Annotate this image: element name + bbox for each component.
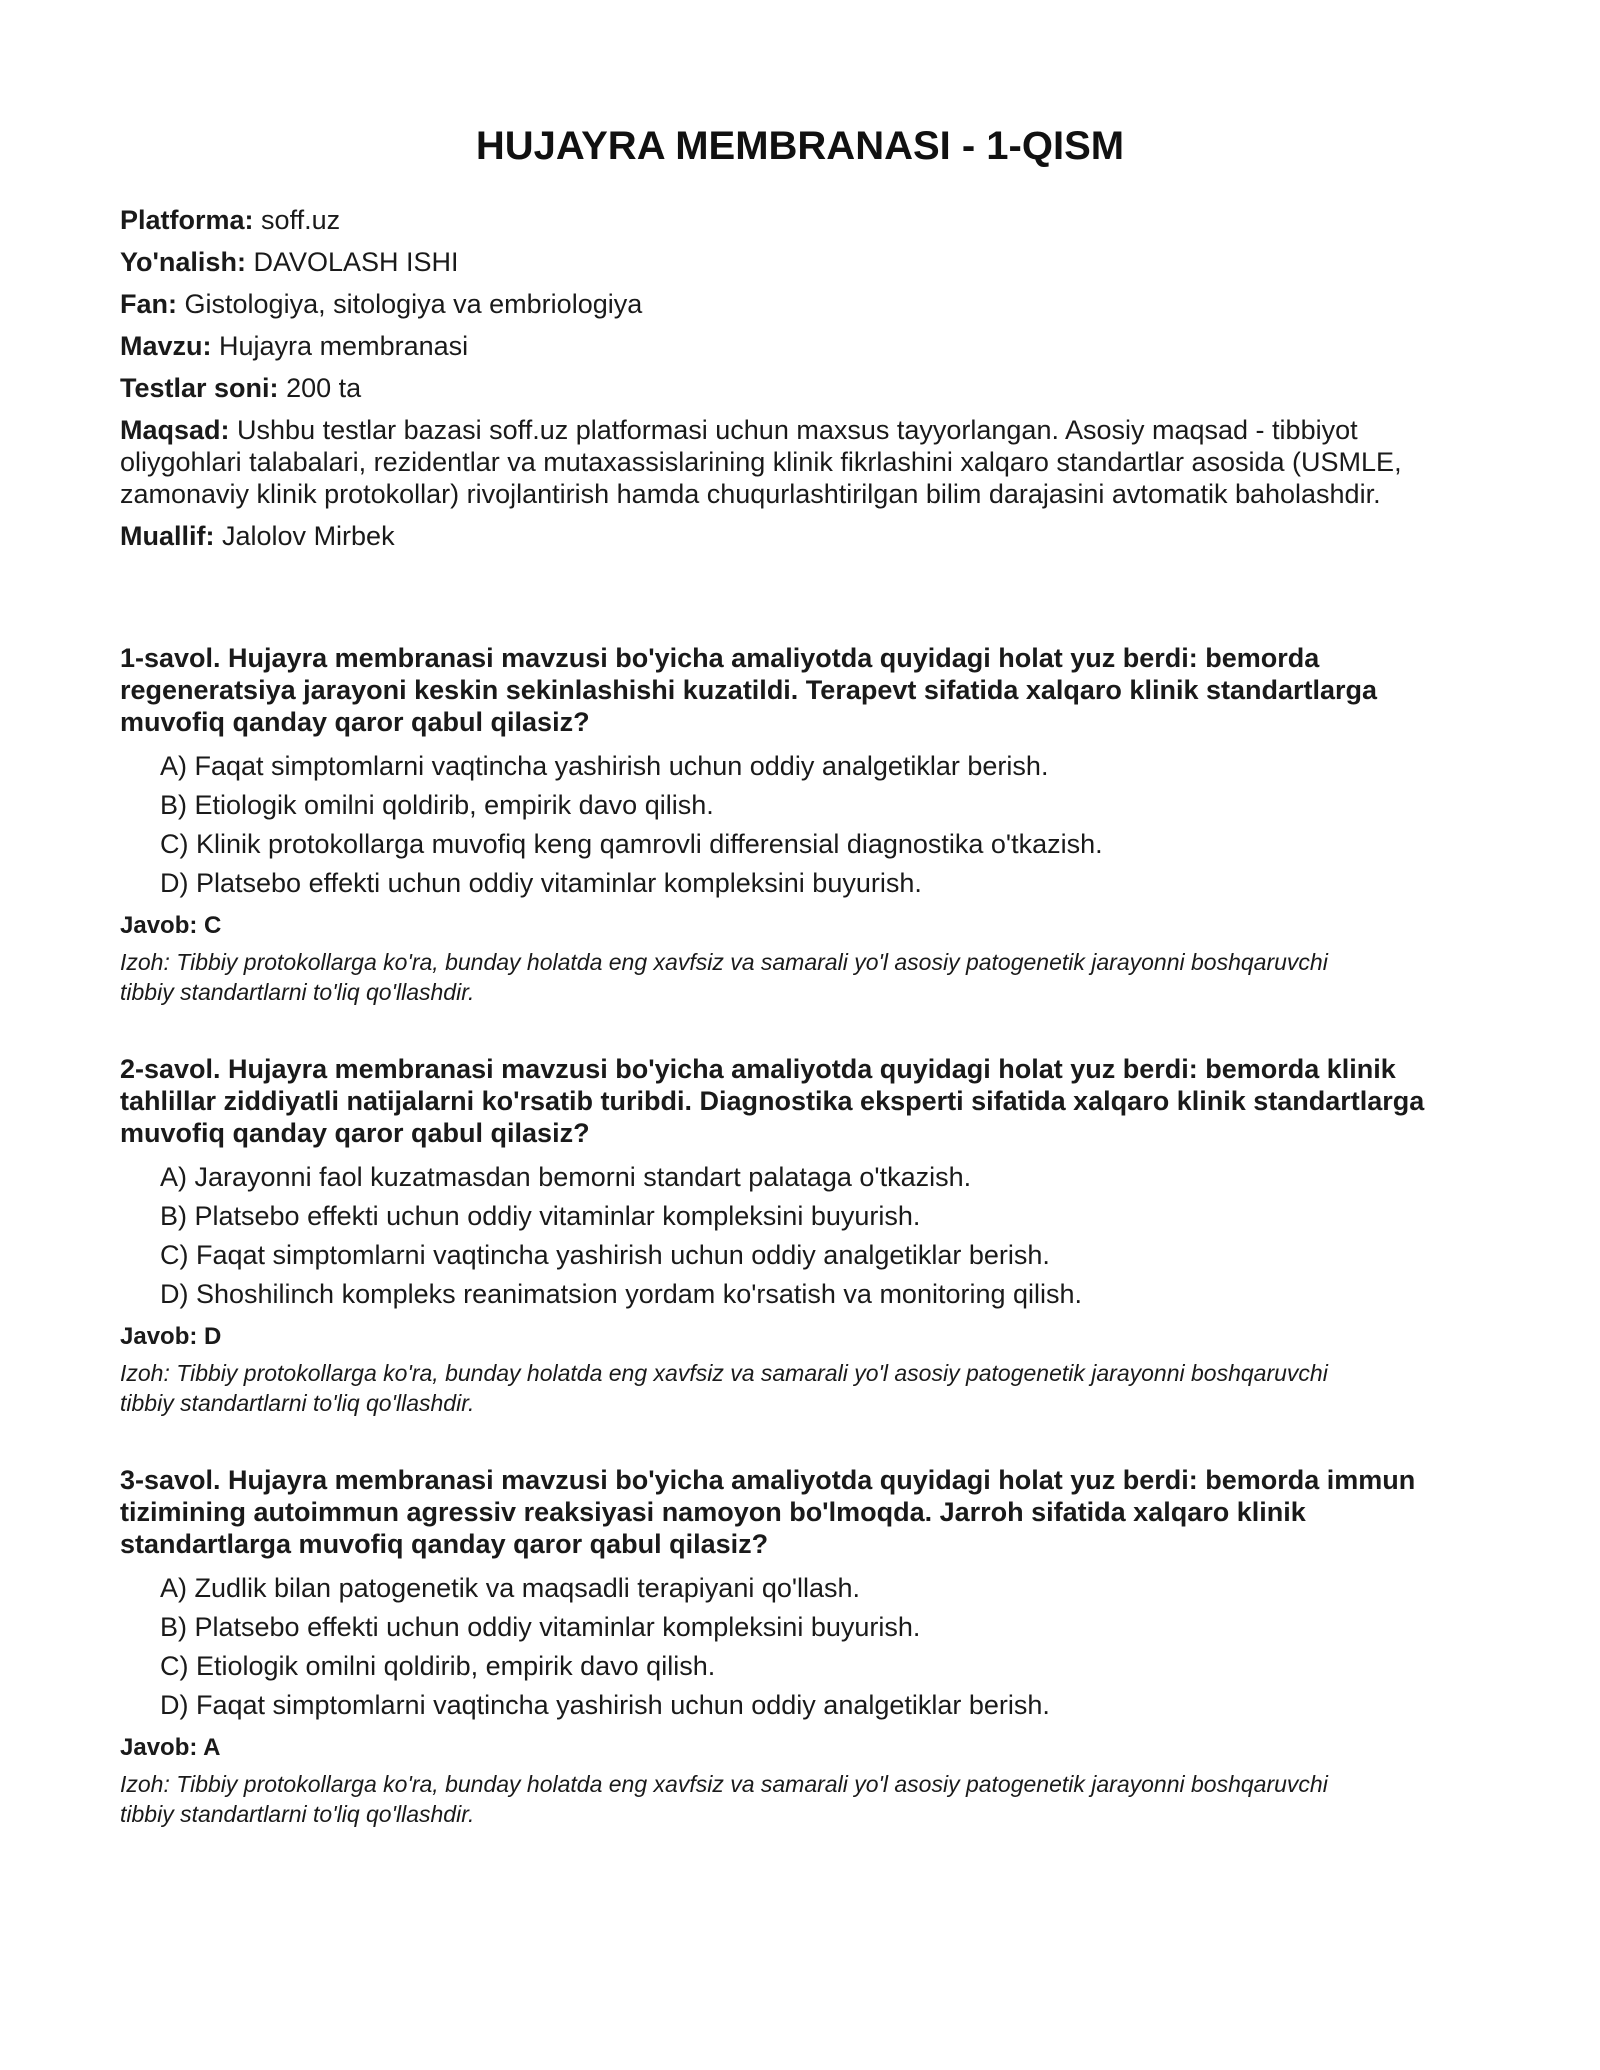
meta-value: Gistologiya, sitologiya va embriologiya bbox=[184, 289, 643, 319]
option-d: D) Platsebo effekti uchun oddiy vitaminlar kompleksini buyurish. bbox=[160, 868, 922, 898]
meta-value: DAVOLASH ISHI bbox=[253, 247, 459, 277]
explanation-text: Izoh: Tibbiy protokollarga ko'ra, bunday holatda eng xavfsiz va samarali yo'l asosiy patogenetik jarayonni boshqaruvchi tibbiy standartlarni to'liq qo'llashdir. bbox=[120, 949, 1328, 1005]
answer-label: Javob: D bbox=[120, 1323, 222, 1350]
meta-muallif bbox=[120, 520, 1480, 552]
meta-value: Ushbu testlar bazasi soff.uz platformasi uchun maxsus tayyorlangan. Asosiy maqsad - tibbiyot oliygohlari talabalari, rezidentlar va mutaxassislarining klinik fikrlashini xalqaro standartlar asosida (USMLE, zamonaviy klinik protokollar) rivojlantirish hamda chuqurlashtirilgan bilim darajasini avtomatik baholashdir. bbox=[120, 415, 1402, 509]
document-page bbox=[120, 120, 1480, 1875]
section-spacer bbox=[120, 562, 1480, 642]
meta-label: Yo'nalish: bbox=[120, 247, 246, 277]
meta-platforma bbox=[120, 204, 1480, 236]
question-text: 2-savol. Hujayra membranasi mavzusi bo'yicha amaliyotda quyidagi holat yuz berdi: bemorda klinik tahlillar ziddiyatli natijalarni ko'rsatib turibdi. Diagnostika eksperti sifatida xalqaro klinik standartlarga muvofiq qanday qaror qabul qilasiz? bbox=[120, 1054, 1425, 1148]
meta-value: 200 ta bbox=[286, 373, 362, 403]
question-1 bbox=[120, 642, 1480, 1007]
question-3 bbox=[120, 1464, 1480, 1829]
option-c: C) Klinik protokollarga muvofiq keng qamrovli differensial diagnostika o'tkazish. bbox=[160, 829, 1103, 859]
option-b: B) Platsebo effekti uchun oddiy vitaminlar kompleksini buyurish. bbox=[160, 1201, 921, 1231]
meta-label: Testlar soni: bbox=[120, 373, 279, 403]
options-list bbox=[160, 1572, 1480, 1721]
options-list bbox=[160, 1161, 1480, 1310]
answer-label: Javob: C bbox=[120, 912, 222, 939]
meta-mavzu bbox=[120, 330, 1480, 362]
option-c: C) Faqat simptomlarni vaqtincha yashirish uchun oddiy analgetiklar berish. bbox=[160, 1240, 1050, 1270]
option-a: A) Jarayonni faol kuzatmasdan bemorni standart palataga o'tkazish. bbox=[160, 1162, 972, 1192]
meta-value: Jalolov Mirbek bbox=[222, 521, 395, 551]
meta-section bbox=[120, 204, 1480, 552]
question-text: 1-savol. Hujayra membranasi mavzusi bo'yicha amaliyotda quyidagi holat yuz berdi: bemorda regeneratsiya jarayoni keskin sekinlashishi kuzatildi. Terapevt sifatida xalqaro klinik standartlarga muvofiq qanday qaror qabul qilasiz? bbox=[120, 643, 1378, 737]
option-b: B) Platsebo effekti uchun oddiy vitaminlar kompleksini buyurish. bbox=[160, 1612, 921, 1642]
explanation-text: Izoh: Tibbiy protokollarga ko'ra, bunday holatda eng xavfsiz va samarali yo'l asosiy patogenetik jarayonni boshqaruvchi tibbiy standartlarni to'liq qo'llashdir. bbox=[120, 1360, 1328, 1416]
meta-label: Mavzu: bbox=[120, 331, 212, 361]
meta-value: Hujayra membranasi bbox=[219, 331, 469, 361]
document-title: HUJAYRA MEMBRANASI - 1-QISM bbox=[475, 124, 1125, 168]
option-a: A) Faqat simptomlarni vaqtincha yashirish uchun oddiy analgetiklar berish. bbox=[160, 751, 1049, 781]
meta-label: Muallif: bbox=[120, 521, 215, 551]
meta-maqsad bbox=[120, 414, 1480, 510]
option-a: A) Zudlik bilan patogenetik va maqsadli terapiyani qo'llash. bbox=[160, 1573, 861, 1603]
option-d: D) Shoshilinch kompleks reanimatsion yordam ko'rsatish va monitoring qilish. bbox=[160, 1279, 1083, 1309]
question-2 bbox=[120, 1053, 1480, 1418]
option-d: D) Faqat simptomlarni vaqtincha yashirish uchun oddiy analgetiklar berish. bbox=[160, 1690, 1050, 1720]
meta-value: soff.uz bbox=[261, 205, 341, 235]
meta-fan bbox=[120, 288, 1480, 320]
meta-testlar-soni bbox=[120, 372, 1480, 404]
meta-label: Fan: bbox=[120, 289, 177, 319]
option-b: B) Etiologik omilni qoldirib, empirik davo qilish. bbox=[160, 790, 714, 820]
option-c: C) Etiologik omilni qoldirib, empirik davo qilish. bbox=[160, 1651, 716, 1681]
meta-label: Platforma: bbox=[120, 205, 254, 235]
meta-label: Maqsad: bbox=[120, 415, 230, 445]
answer-label: Javob: A bbox=[120, 1734, 221, 1761]
meta-yonalish bbox=[120, 246, 1480, 278]
explanation-text: Izoh: Tibbiy protokollarga ko'ra, bunday holatda eng xavfsiz va samarali yo'l asosiy patogenetik jarayonni boshqaruvchi tibbiy standartlarni to'liq qo'llashdir. bbox=[120, 1771, 1328, 1827]
options-list bbox=[160, 750, 1480, 899]
question-text: 3-savol. Hujayra membranasi mavzusi bo'yicha amaliyotda quyidagi holat yuz berdi: bemorda immun tizimining autoimmun agressiv reaksiyasi namoyon bo'lmoqda. Jarroh sifatida xalqaro klinik standartlarga muvofiq qanday qaror qabul qilasiz? bbox=[120, 1465, 1416, 1559]
